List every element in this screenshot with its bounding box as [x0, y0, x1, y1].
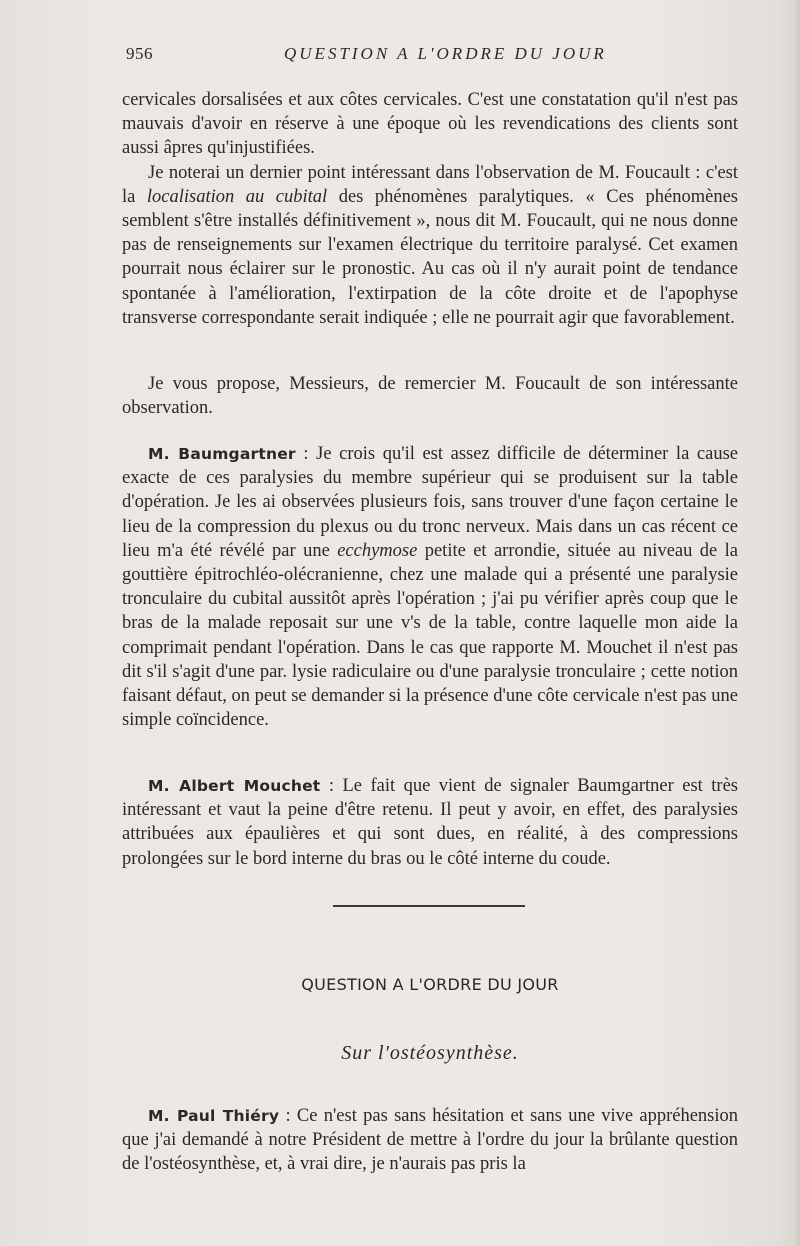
paragraph-continuation: cervicales dorsalisées et aux côtes cervicales. C'est une constatation qu'il n'est pas mauvais d'avoir en réserve à une époque où les revendications des clients sont aussi âpres qu'injustifiées. — [122, 90, 738, 159]
paragraph-mouchet — [122, 774, 738, 871]
section-subtitle: Sur l'ostéosynthèse. — [341, 1042, 519, 1064]
paragraph-text: des phénomènes paralytiques. « Ces phénomènes semblent s'être installés définitivement », nous dit M. Foucault, qui ne nous donne pas de renseignements sur l'examen électrique du territoire paralysé. Cet examen pourrait nous éclairer sur le pronostic. Au cas où il n'y aurait point de tendance spontanée à l'amélioration, l'extirpation de la côte droite et de l'apophyse transverse correspondante serait indiquée ; elle ne pourrait agir que favorablement. — [122, 186, 738, 328]
paragraph-thiery — [122, 1104, 738, 1177]
paragraph-text: : Ce n'est pas sans hésitation et sans une vive appréhension que j'ai demandé à notre Président de mettre à l'ordre du jour la brûlante question de l'ostéosynthèse, et, à vrai dire, je n'aurais pas pris la — [122, 1106, 739, 1175]
speaker-name: M. Albert Mouchet — [148, 777, 321, 795]
paragraph-text: petite et arrondie, située au niveau de la gouttière épitrochléo-olécranienne, chez une malade qui a présenté une paralysie tronculaire du cubital aussitôt après l'opération ; j'ai pu vérifier après coup que le bras de la malade reposait sur une v's de la table, contre laquelle mon aide la comprimait pendant l'opération. Dans le cas que rapporte M. Mouchet il n'est pas dit s'il s'agit d'une par. lysie radiculaire ou d'une paralysie tronculaire ; cette notion faisant défaut, on peut se demander si la présence d'une côte cervicale n'est pas une simple coïncidence. — [122, 540, 738, 731]
paragraph-text: : Le fait que vient de signaler Baumgartner est très intéressant et vaut la peine d'être retenu. Il peut y avoir, en effet, des paralysies attribuées aux épaulières et qui sont dues, en réalité, à des compressions prolongées sur le bord interne du bras ou le côté interne du coude. — [122, 776, 738, 869]
speaker-name: M. Baumgartner — [148, 445, 296, 463]
page-header — [122, 44, 738, 70]
paragraph-baumgartner — [122, 442, 738, 732]
page-edge-shadow — [794, 0, 800, 1246]
paragraph-block-4 — [122, 774, 738, 871]
emphasis-ecchymose: ecchymose — [337, 540, 418, 561]
paragraph-foucault-localisation — [122, 161, 738, 330]
speaker-name: M. Paul Thiéry — [148, 1107, 280, 1125]
emphasis-localisation: localisation au cubital — [146, 186, 328, 207]
paragraph-proposal: Je vous propose, Messieurs, de remercier M. Foucault de son intéressante observation. — [122, 374, 738, 419]
paragraph-block-5 — [122, 1104, 738, 1177]
section-divider — [333, 905, 525, 907]
paragraph-block-1 — [122, 88, 738, 330]
running-title: QUESTION A L'ORDRE DU JOUR — [284, 44, 607, 63]
paragraph-block-3 — [122, 442, 738, 732]
page-number: 956 — [126, 44, 153, 63]
section-title: QUESTION A L'ORDRE DU JOUR — [301, 975, 559, 994]
paragraph-text: : Je crois qu'il est assez difficile de déterminer la cause exacte de ces paralysies du membre supérieur qui se produisent sur la table d'opération. Je les ai observées plusieurs fois, sans trouver d'une façon certaine le lieu de la compression du plexus ou du tronc nerveux. Mais dans un cas récent ce lieu m'a été révélé par une — [122, 444, 738, 561]
paragraph-text: Je noterai un dernier point intéressant dans l'observation de M. Foucault : c'est la — [122, 162, 738, 207]
paragraph-block-2 — [122, 372, 738, 420]
